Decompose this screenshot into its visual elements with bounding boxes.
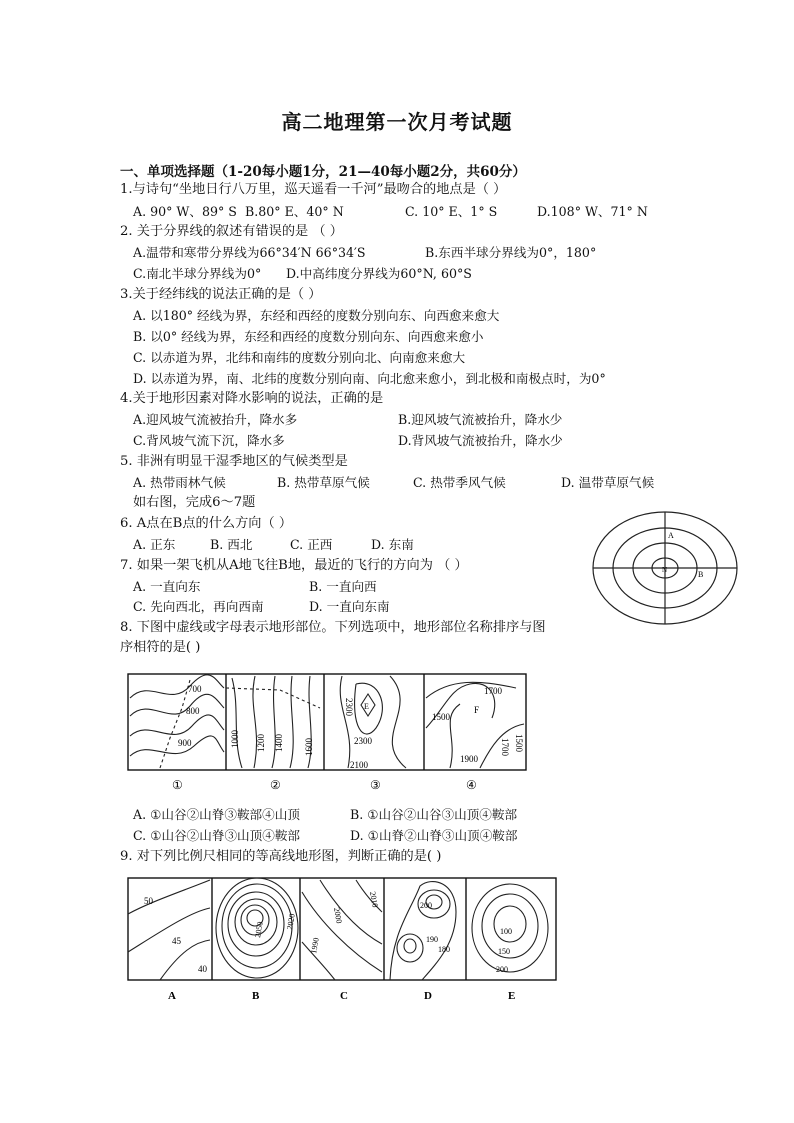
question-3-option-d: D. 以赤道为界，南、北纬的度数分别向南、向北愈来愈小，到北极和南极点时，为0° xyxy=(133,371,606,386)
question-3-option-a: A. 以180° 经线为界，东经和西经的度数分别向东、向西愈来愈大 xyxy=(133,308,500,323)
north-pole-label: N xyxy=(662,566,668,574)
question-2-option-b: B.东西半球分界线为0°，180° xyxy=(425,245,597,260)
contour-label: 1700 xyxy=(500,738,510,756)
contour-label: 190 xyxy=(426,935,438,944)
question-4-option-a: A.迎风坡气流被抬升，降水多 xyxy=(133,412,298,427)
figure-intro-6-7: 如右图，完成6～7题 xyxy=(133,495,256,510)
panel-3-contours xyxy=(340,676,406,768)
question-1-option-d: D.108° W、71° N xyxy=(537,204,648,219)
contour-label: 2300 xyxy=(354,736,372,746)
contour-label: 150 xyxy=(498,947,510,956)
question-4-option-c: C.背风坡气流下沉，降水多 xyxy=(133,433,285,448)
contour-label: 1500 xyxy=(432,712,450,722)
question-4-option-d: D.背风坡气流被抬升，降水少 xyxy=(398,433,563,448)
question-7-option-c: C. 先向西北，再向西南 xyxy=(133,599,264,614)
question-4-stem: 4.关于地形因素对降水影响的说法，正确的是 xyxy=(120,391,384,406)
question-2-option-a: A.温带和寒带分界线为66°34′N 66°34′S xyxy=(133,245,366,260)
question-3-option-b: B. 以0° 经线为界，东经和西经的度数分别向东、向西愈来愈小 xyxy=(133,329,484,344)
contour-figure-q9 xyxy=(120,872,560,1007)
contour-label: 1600 xyxy=(304,738,314,756)
question-6-option-a: A. 正东 xyxy=(133,537,176,552)
question-1-option-a: A. 90° W、89° S xyxy=(133,204,237,219)
contour-label: 1900 xyxy=(460,754,478,764)
contour-label: 1200 xyxy=(256,734,266,752)
contour-label: 2050 xyxy=(253,921,265,939)
panel-caption: ② xyxy=(270,778,281,792)
question-5-stem: 5. 非洲有明显干湿季地区的气候类型是 xyxy=(120,454,348,469)
question-5-option-a: A. 热带雨林气候 xyxy=(133,475,226,490)
landform-letter-f: F xyxy=(474,705,480,715)
question-1-option-b: B.80° E、40° N xyxy=(245,204,344,219)
question-7-option-d: D. 一直向东南 xyxy=(309,599,390,614)
question-3-option-c: C. 以赤道为界，北纬和南纬的度数分别向北、向南愈来愈大 xyxy=(133,350,466,365)
question-8-option-a: A. ①山谷②山脊③鞍部④山顶 xyxy=(133,807,300,822)
question-7-stem: 7. 如果一架飞机从A地飞往B地，最近的飞行的方向为 （ ） xyxy=(120,558,468,573)
contour-label: 2100 xyxy=(350,760,368,770)
contour-label: 1700 xyxy=(484,686,502,696)
question-8-stem-line2: 序相符的是( ) xyxy=(120,640,201,655)
contour-label: 1000 xyxy=(230,730,240,748)
question-6-option-c: C. 正西 xyxy=(290,537,333,552)
contour-label: 1500 xyxy=(514,734,524,752)
contour-label: 1990 xyxy=(309,937,321,955)
question-2-stem: 2. 关于分界线的叙述有错误的是 （ ） xyxy=(120,224,343,239)
contour-label: 2020 xyxy=(285,913,297,931)
question-4-option-b: B.迎风坡气流被抬升，降水少 xyxy=(398,412,563,427)
question-7-option-b: B. 一直向西 xyxy=(309,579,377,594)
panel-caption: C xyxy=(340,990,348,1002)
figure-border xyxy=(128,878,556,980)
question-3-stem: 3.关于经纬线的说法正确的是（ ） xyxy=(120,287,322,302)
question-1-stem: 1.与诗句“坐地日行八万里，巡天遥看一千河”最吻合的地点是（ ） xyxy=(120,182,507,197)
contour-label: 180 xyxy=(438,945,450,954)
question-5-option-d: D. 温带草原气候 xyxy=(561,475,655,490)
question-8-stem-line1: 8. 下图中虚线或字母表示地形部位。下列选项中，地形部位名称排序与图 xyxy=(120,620,546,635)
polar-projection-figure xyxy=(590,508,740,628)
question-5-option-c: C. 热带季风气候 xyxy=(413,475,506,490)
contour-label: 50 xyxy=(144,896,153,906)
panel-1-contours xyxy=(130,675,224,768)
contour-label: 200 xyxy=(496,965,508,974)
contour-label: 900 xyxy=(178,738,192,748)
panel-caption: D xyxy=(424,990,432,1002)
page-title: 高二地理第一次月考试题 xyxy=(281,110,513,134)
panel-caption: E xyxy=(508,990,516,1002)
contour-figure-q8 xyxy=(120,668,530,796)
contour-label: 200 xyxy=(420,901,432,910)
question-2-option-c: C.南北半球分界线为0° xyxy=(133,266,262,281)
question-8-option-c: C. ①山谷②山脊③山顶④鞍部 xyxy=(133,828,301,843)
contour-label: 100 xyxy=(500,927,512,936)
contour-label: 800 xyxy=(186,706,200,716)
contour-label: 2300 xyxy=(344,698,354,716)
panel-caption: A xyxy=(168,990,176,1002)
contour-label: 1400 xyxy=(274,734,284,752)
contour-label: 40 xyxy=(198,964,207,974)
question-1-option-c: C. 10° E、1° S xyxy=(405,204,498,219)
contour-label: 45 xyxy=(172,936,181,946)
panel-caption: ① xyxy=(172,778,183,792)
contour-label: 2000 xyxy=(332,906,344,925)
landform-letter-e: E xyxy=(364,702,369,711)
section-heading: 一、单项选择题（1-20每小题1分，21—40每小题2分，共60分） xyxy=(120,164,526,180)
question-2-option-d: D.中高纬度分界线为60°N, 60°S xyxy=(286,266,472,281)
question-6-stem: 6. A点在B点的什么方向（ ） xyxy=(120,516,293,531)
panel-caption: ③ xyxy=(370,778,381,792)
point-a-label: A xyxy=(668,531,674,540)
panel-caption: ④ xyxy=(466,778,477,792)
panel-caption: B xyxy=(252,990,260,1002)
point-b-label: B xyxy=(698,570,704,579)
contour-label: 2010 xyxy=(368,890,380,909)
panel-d-contours xyxy=(390,882,456,980)
question-8-option-d: D. ①山脊②山脊③山顶④鞍部 xyxy=(350,828,518,843)
contour-label: 700 xyxy=(188,684,202,694)
question-6-option-b: B. 西北 xyxy=(210,537,253,552)
question-7-option-a: A. 一直向东 xyxy=(133,579,201,594)
question-6-option-d: D. 东南 xyxy=(371,537,414,552)
question-8-option-b: B. ①山谷②山谷③山顶④鞍部 xyxy=(350,807,518,822)
question-9-stem: 9. 对下列比例尺相同的等高线地形图，判断正确的是( ) xyxy=(120,849,442,864)
question-5-option-b: B. 热带草原气候 xyxy=(277,475,370,490)
